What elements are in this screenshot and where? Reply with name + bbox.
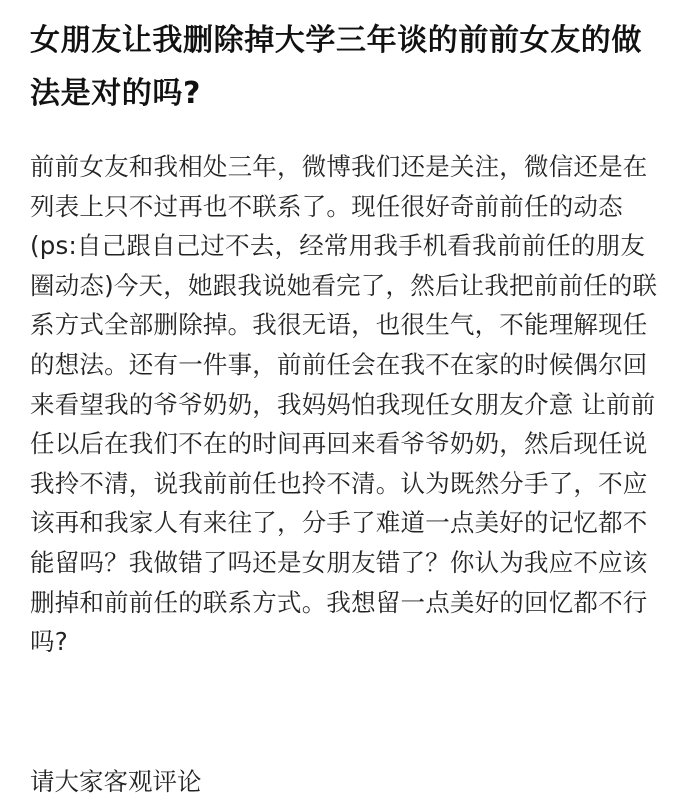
post-footer-note: 请大家客观评论 — [30, 767, 202, 796]
post-body — [30, 147, 662, 662]
post-paragraph: 前前女友和我相处三年，微博我们还是关注，微信还是在列表上只不过再也不联系了。现任很好奇前前任的动态(ps:自己跟自己过不去，经常用我手机看我前前任的朋友圈动态)今天，她跟我说她看完了，然后让我把前前任的联系方式全部删除掉。我很无语，也很生气，不能理解现任的想法。还有一件事，前前任会在我不在家的时候偶尔回来看望我的爷爷奶奶，我妈妈怕我现任女朋友介意 让前前任以后在我们不在的时间再回来看爷爷奶奶，然后现任说我拎不清，说我前前任也拎不清。认为既然分手了，不应该再和我家人有来往了，分手了难道一点美好的记忆都不能留吗？我做错了吗还是女朋友错了？你认为我应不应该删掉和前前任的联系方式。我想留一点美好的回忆都不行吗? — [30, 152, 658, 657]
post-title: 女朋友让我删除掉大学三年谈的前前女友的做法是对的吗? — [30, 23, 642, 111]
